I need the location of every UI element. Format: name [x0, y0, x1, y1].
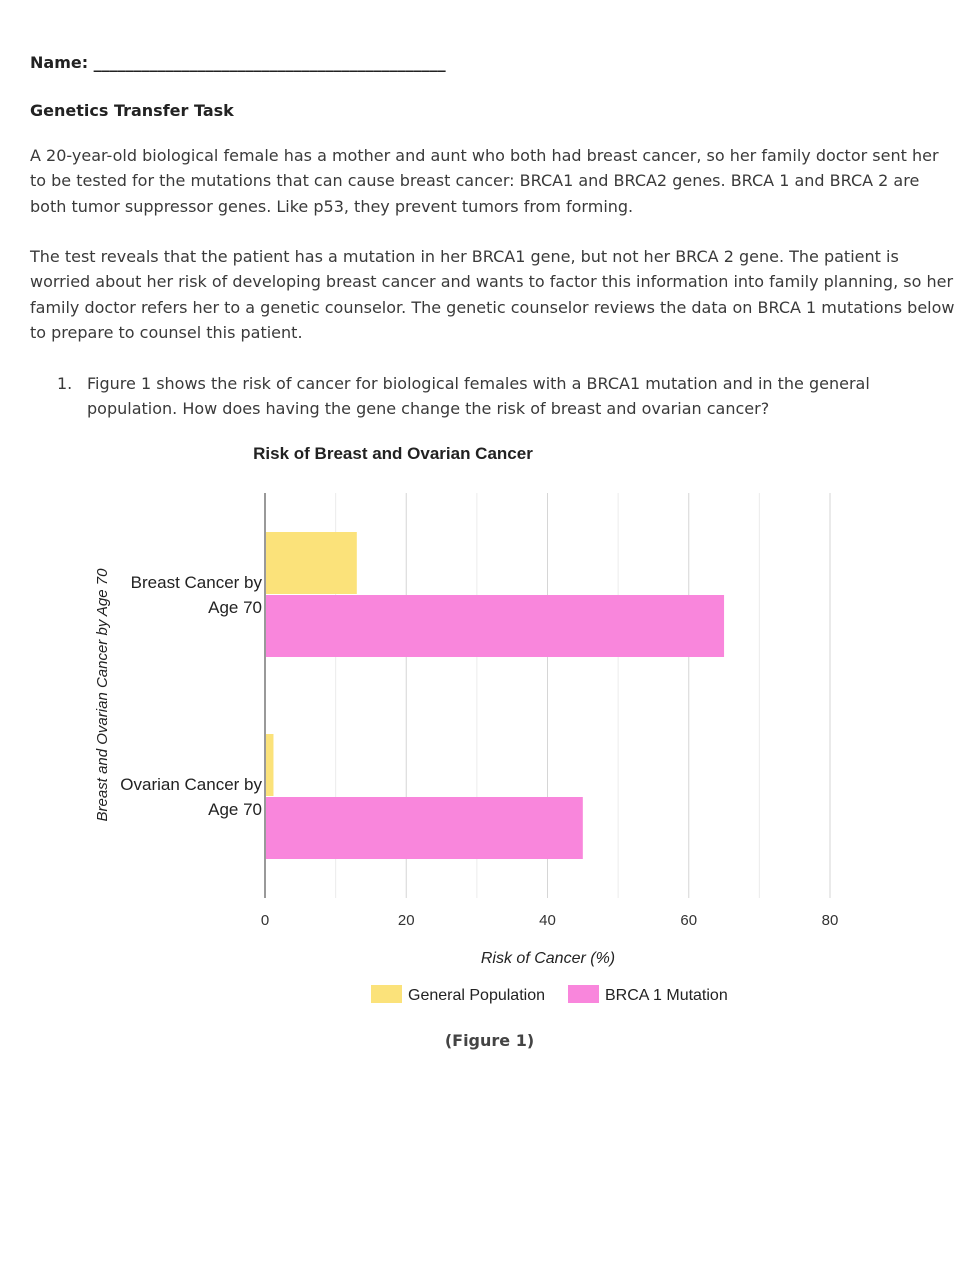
figure-caption: (Figure 1) — [444, 1031, 535, 1050]
page-title: Genetics Transfer Task — [30, 101, 234, 120]
legend-swatch — [568, 985, 599, 1003]
bar-brca1-mutation — [266, 595, 724, 657]
category-label: Age 70 — [208, 800, 262, 819]
bar-brca1-mutation — [266, 797, 583, 859]
x-axis-title: Risk of Cancer (%) — [480, 950, 616, 967]
risk-bar-chart — [80, 430, 880, 1020]
legend-label: BRCA 1 Mutation — [605, 987, 728, 1004]
name-field-label: Name: ____________________________________________ — [30, 53, 446, 72]
chart-title: Risk of Breast and Ovarian Cancer — [253, 444, 533, 463]
x-tick-label: 40 — [539, 912, 556, 929]
x-tick-label: 60 — [680, 912, 698, 929]
x-tick-label: 80 — [821, 912, 839, 929]
legend-label: General Population — [408, 987, 545, 1004]
context-paragraph: The test reveals that the patient has a mutation in her BRCA1 gene, but not her BRCA 2 gene. The patient is worried about her risk of developing breast cancer and wants to factor this information into family planning, so her family doctor refers her to a genetic counselor. The genetic counselor reviews the data on BRCA 1 mutations below to prepare to counsel this patient. — [30, 247, 955, 343]
intro-paragraph: A 20-year-old biological female has a mother and aunt who both had breast cancer, so her family doctor sent her to be tested for the mutations that can cause breast cancer: BRCA1 and BRCA2 genes. BRCA 1 and BRCA 2 are both tumor suppressor genes. Like p53, they prevent tumors from forming. — [30, 146, 939, 216]
question-number: 1. — [57, 374, 73, 393]
bar-general-population — [266, 734, 273, 796]
legend-swatch — [371, 985, 402, 1003]
legend — [371, 985, 728, 1004]
bar-general-population — [266, 532, 357, 594]
category-label: Age 70 — [208, 598, 262, 617]
x-tick-label: 0 — [260, 912, 270, 929]
category-label: Breast Cancer by — [130, 573, 262, 592]
x-tick-label: 20 — [397, 912, 415, 929]
category-label: Ovarian Cancer by — [120, 775, 262, 794]
y-axis-title: Breast and Ovarian Cancer by Age 70 — [94, 568, 111, 822]
question-text: Figure 1 shows the risk of cancer for biological females with a BRCA1 mutation and in the general population. How does having the gene change the risk of breast and ovarian cancer? — [87, 374, 870, 419]
